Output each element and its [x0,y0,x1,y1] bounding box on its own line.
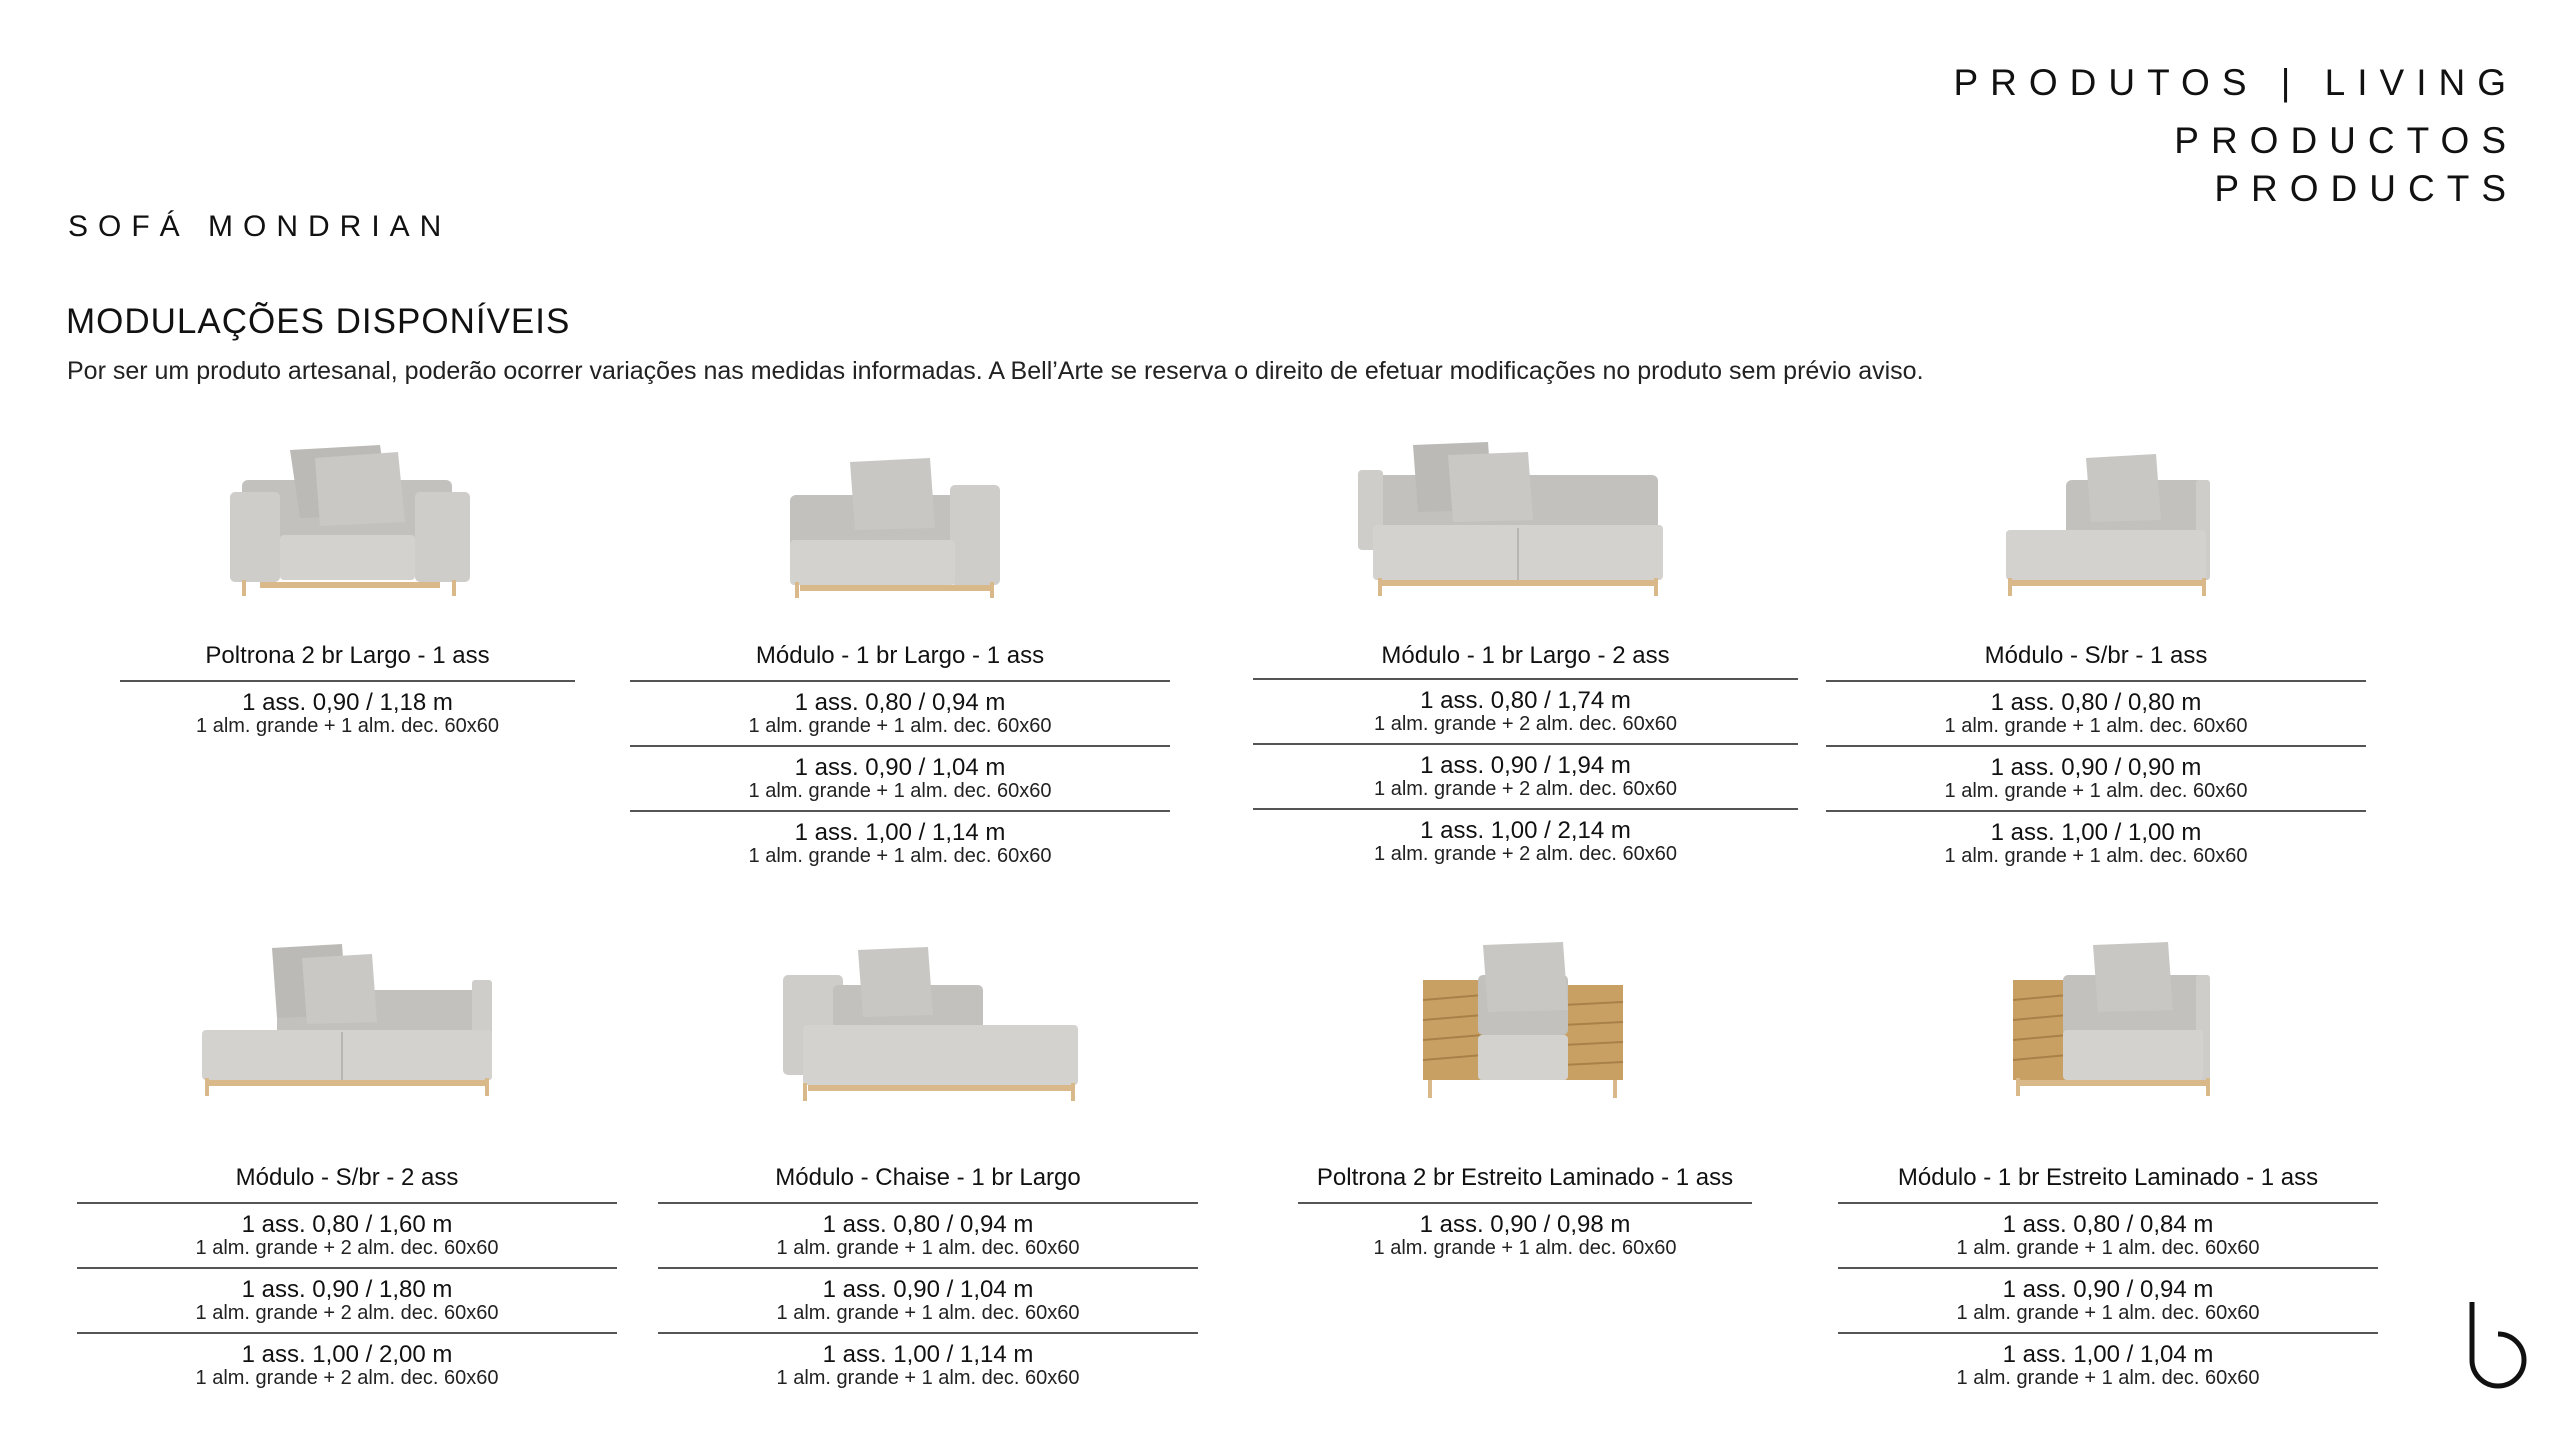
option-row [658,1267,1198,1323]
option-pillows: 1 alm. grande + 1 alm. dec. 60x60 [1956,1237,2260,1259]
armchair-image [220,440,480,600]
option-dimensions: 1 ass. 1,00 / 1,14 m [822,1341,1034,1368]
page-header-title: PRODUTOS | LIVING [1953,62,2518,103]
option-pillows: 1 alm. grande + 1 alm. dec. 60x60 [1944,780,2248,802]
option-dimensions: 1 ass. 0,80 / 0,84 m [2002,1211,2214,1238]
module-title: Módulo - 1 br Largo - 2 ass [1381,642,1670,669]
module-card [1253,440,1798,880]
option-pillows: 1 alm. grande + 1 alm. dec. 60x60 [776,1237,1080,1259]
option-dimensions: 1 ass. 0,80 / 1,74 m [1420,687,1631,714]
module-armless-2-seat-image [197,940,497,1100]
page-header-subtitle-en: PRODUCTS [2214,168,2518,209]
option-dimensions: 1 ass. 1,00 / 1,00 m [1990,819,2202,846]
option-row [658,1202,1198,1258]
product-name: SOFÁ MONDRIAN [68,210,452,243]
module-card [1838,940,2378,1389]
laminated-module-image [2008,940,2218,1100]
option-dimensions: 1 ass. 0,80 / 0,80 m [1990,689,2202,716]
option-row [658,1332,1198,1388]
option-dimensions: 1 ass. 0,90 / 0,90 m [1990,754,2202,781]
option-dimensions: 1 ass. 0,90 / 0,98 m [1419,1211,1631,1238]
option-row [120,680,575,736]
section-title: MODULAÇÕES DISPONÍVEIS [66,302,571,341]
option-pillows: 1 alm. grande + 1 alm. dec. 60x60 [1944,845,2248,867]
option-row [1253,808,1798,864]
option-row [630,810,1170,866]
module-title: Módulo - Chaise - 1 br Largo [775,1164,1081,1191]
option-dimensions: 1 ass. 1,00 / 1,04 m [2002,1341,2214,1368]
option-row [1298,1202,1752,1258]
option-pillows: 1 alm. grande + 1 alm. dec. 60x60 [748,845,1052,867]
option-dimensions: 1 ass. 0,80 / 0,94 m [794,689,1006,716]
option-dimensions: 1 ass. 0,90 / 1,80 m [241,1276,453,1303]
option-dimensions: 1 ass. 0,80 / 0,94 m [822,1211,1034,1238]
option-row [1838,1332,2378,1388]
module-card [77,940,617,1389]
option-row [1253,678,1798,734]
option-pillows: 1 alm. grande + 1 alm. dec. 60x60 [748,780,1052,802]
option-pillows: 1 alm. grande + 1 alm. dec. 60x60 [1956,1302,2260,1324]
module-title: Módulo - S/br - 1 ass [1984,642,2208,669]
module-card [658,940,1198,1389]
option-pillows: 1 alm. grande + 1 alm. dec. 60x60 [776,1367,1080,1389]
module-title: Poltrona 2 br Largo - 1 ass [205,642,490,669]
module-title: Módulo - 1 br Estreito Laminado - 1 ass [1897,1164,2319,1191]
option-pillows: 1 alm. grande + 2 alm. dec. 60x60 [195,1367,499,1389]
option-dimensions: 1 ass. 0,90 / 1,04 m [794,754,1006,781]
option-dimensions: 1 ass. 1,00 / 1,14 m [794,819,1006,846]
option-row [77,1267,617,1323]
option-pillows: 1 alm. grande + 2 alm. dec. 60x60 [195,1302,499,1324]
module-1-arm-image [780,450,1010,600]
option-pillows: 1 alm. grande + 1 alm. dec. 60x60 [1373,1237,1677,1259]
option-dimensions: 1 ass. 0,90 / 0,94 m [2002,1276,2214,1303]
option-dimensions: 1 ass. 0,80 / 1,60 m [241,1211,453,1238]
option-pillows: 1 alm. grande + 2 alm. dec. 60x60 [195,1237,499,1259]
option-row [630,745,1170,801]
option-pillows: 1 alm. grande + 1 alm. dec. 60x60 [196,715,499,737]
module-card [630,440,1170,880]
option-pillows: 1 alm. grande + 1 alm. dec. 60x60 [1956,1367,2260,1389]
module-title: Módulo - 1 br Largo - 1 ass [755,642,1045,669]
page-header-subtitle-es: PRODUCTOS [2174,120,2518,161]
option-row [630,680,1170,736]
option-row [77,1202,617,1258]
option-row [1826,810,2366,866]
option-dimensions: 1 ass. 0,90 / 1,04 m [822,1276,1034,1303]
module-1-arm-2-seat-image [1358,440,1678,600]
brand-logo-icon [2466,1300,2530,1392]
option-pillows: 1 alm. grande + 2 alm. dec. 60x60 [1374,843,1677,865]
module-title: Módulo - S/br - 2 ass [235,1164,459,1191]
option-dimensions: 1 ass. 1,00 / 2,00 m [241,1341,453,1368]
option-row [1838,1267,2378,1323]
option-pillows: 1 alm. grande + 2 alm. dec. 60x60 [1374,713,1677,735]
option-row [1838,1202,2378,1258]
option-row [1253,743,1798,799]
option-row [77,1332,617,1388]
laminated-armchair-image [1413,940,1633,1100]
option-pillows: 1 alm. grande + 1 alm. dec. 60x60 [776,1302,1080,1324]
module-card [1826,440,2366,880]
option-dimensions: 1 ass. 0,90 / 1,94 m [1420,752,1631,779]
module-card [1298,940,1752,1259]
option-pillows: 1 alm. grande + 2 alm. dec. 60x60 [1374,778,1677,800]
module-armless-image [1996,450,2216,600]
disclaimer-text: Por ser um produto artesanal, poderão ocorrer variações nas medidas informadas. A Bell’Arte se reserva o direito de efetuar modificações no produto sem prévio aviso. [67,357,1924,385]
module-card [120,440,575,740]
option-dimensions: 1 ass. 1,00 / 2,14 m [1420,817,1631,844]
option-row [1826,745,2366,801]
option-pillows: 1 alm. grande + 1 alm. dec. 60x60 [748,715,1052,737]
module-title: Poltrona 2 br Estreito Laminado - 1 ass [1316,1164,1734,1191]
option-pillows: 1 alm. grande + 1 alm. dec. 60x60 [1944,715,2248,737]
chaise-module-image [773,945,1083,1105]
option-row [1826,680,2366,736]
option-dimensions: 1 ass. 0,90 / 1,18 m [242,689,453,716]
